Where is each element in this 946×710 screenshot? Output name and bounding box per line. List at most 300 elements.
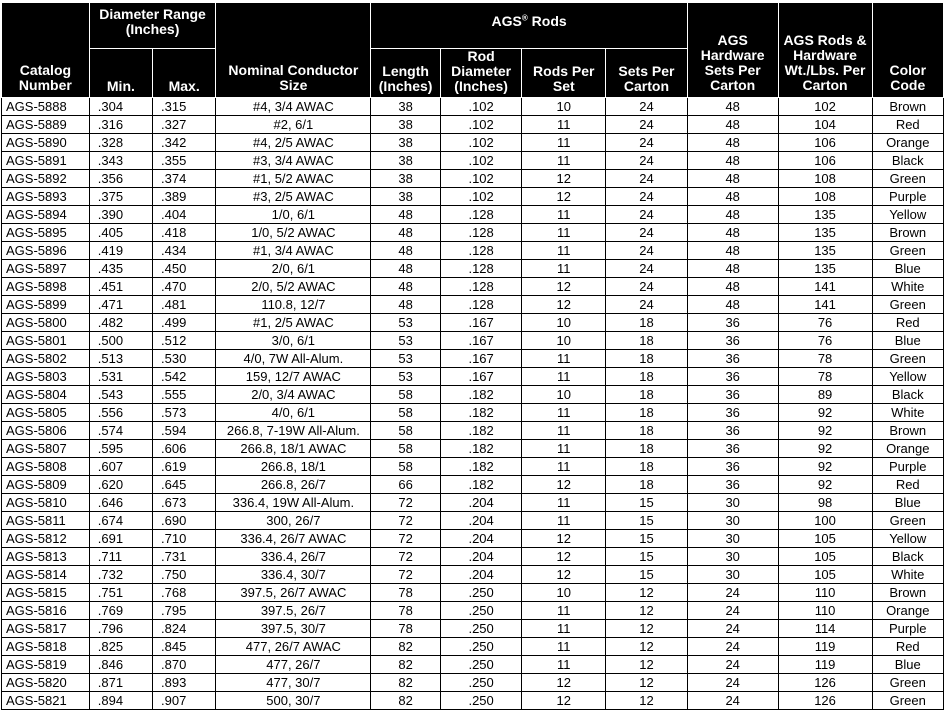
cell-max-diameter: .645 — [153, 476, 216, 494]
cell-min-diameter: .390 — [89, 206, 152, 224]
cell-max-diameter: .893 — [153, 674, 216, 692]
cell-hardware-sets-per-carton: 48 — [687, 260, 778, 278]
table-row — [2, 602, 944, 620]
cell-rod-diameter: .102 — [440, 134, 522, 152]
cell-sets-per-carton: 18 — [606, 350, 688, 368]
cell-min-diameter: .691 — [89, 530, 152, 548]
cell-sets-per-carton: 24 — [606, 152, 688, 170]
cell-hardware-sets-per-carton: 36 — [687, 458, 778, 476]
cell-color-code: White — [872, 566, 944, 584]
cell-catalog-number: AGS-5820 — [2, 674, 90, 692]
cell-color-code: Yellow — [872, 530, 944, 548]
cell-length: 58 — [371, 458, 440, 476]
cell-min-diameter: .316 — [89, 116, 152, 134]
cell-max-diameter: .542 — [153, 368, 216, 386]
cell-hardware-sets-per-carton: 48 — [687, 188, 778, 206]
cell-length: 72 — [371, 566, 440, 584]
cell-max-diameter: .499 — [153, 314, 216, 332]
cell-catalog-number: AGS-5892 — [2, 170, 90, 188]
header-ags-rods — [371, 3, 687, 49]
cell-weight-per-carton: 105 — [778, 566, 872, 584]
cell-rods-per-set: 11 — [522, 458, 606, 476]
cell-length: 53 — [371, 314, 440, 332]
cell-rods-per-set: 10 — [522, 386, 606, 404]
cell-catalog-number: AGS-5816 — [2, 602, 90, 620]
cell-weight-per-carton: 108 — [778, 188, 872, 206]
cell-max-diameter: .768 — [153, 584, 216, 602]
cell-rod-diameter: .182 — [440, 458, 522, 476]
cell-sets-per-carton: 18 — [606, 458, 688, 476]
cell-rod-diameter: .250 — [440, 602, 522, 620]
cell-weight-per-carton: 92 — [778, 476, 872, 494]
cell-rods-per-set: 11 — [522, 440, 606, 458]
cell-color-code: Purple — [872, 458, 944, 476]
cell-color-code: Brown — [872, 422, 944, 440]
cell-min-diameter: .405 — [89, 224, 152, 242]
cell-rod-diameter: .167 — [440, 314, 522, 332]
cell-rod-diameter: .102 — [440, 98, 522, 116]
cell-min-diameter: .451 — [89, 278, 152, 296]
cell-max-diameter: .355 — [153, 152, 216, 170]
cell-color-code: Purple — [872, 188, 944, 206]
cell-min-diameter: .674 — [89, 512, 152, 530]
cell-sets-per-carton: 24 — [606, 170, 688, 188]
cell-sets-per-carton: 12 — [606, 674, 688, 692]
cell-min-diameter: .343 — [89, 152, 152, 170]
cell-catalog-number: AGS-5804 — [2, 386, 90, 404]
cell-color-code: Red — [872, 476, 944, 494]
cell-max-diameter: .731 — [153, 548, 216, 566]
cell-length: 38 — [371, 152, 440, 170]
cell-sets-per-carton: 12 — [606, 620, 688, 638]
header-rod-diameter: Rod Diameter (Inches) — [440, 49, 522, 98]
cell-color-code: Blue — [872, 656, 944, 674]
cell-min-diameter: .500 — [89, 332, 152, 350]
cell-color-code: Green — [872, 692, 944, 710]
cell-min-diameter: .482 — [89, 314, 152, 332]
cell-catalog-number: AGS-5801 — [2, 332, 90, 350]
cell-rod-diameter: .250 — [440, 584, 522, 602]
cell-rods-per-set: 12 — [522, 530, 606, 548]
cell-sets-per-carton: 24 — [606, 98, 688, 116]
cell-length: 78 — [371, 602, 440, 620]
cell-color-code: Green — [872, 296, 944, 314]
cell-color-code: Black — [872, 548, 944, 566]
cell-sets-per-carton: 24 — [606, 224, 688, 242]
cell-length: 78 — [371, 620, 440, 638]
cell-hardware-sets-per-carton: 48 — [687, 206, 778, 224]
table-row — [2, 116, 944, 134]
cell-hardware-sets-per-carton: 24 — [687, 638, 778, 656]
cell-hardware-sets-per-carton: 48 — [687, 152, 778, 170]
cell-sets-per-carton: 15 — [606, 566, 688, 584]
table-row — [2, 548, 944, 566]
cell-rod-diameter: .182 — [440, 404, 522, 422]
registered-mark: ® — [521, 13, 528, 23]
cell-length: 38 — [371, 170, 440, 188]
cell-hardware-sets-per-carton: 30 — [687, 494, 778, 512]
cell-min-diameter: .846 — [89, 656, 152, 674]
cell-rod-diameter: .204 — [440, 548, 522, 566]
cell-sets-per-carton: 24 — [606, 134, 688, 152]
cell-rods-per-set: 12 — [522, 296, 606, 314]
cell-weight-per-carton: 126 — [778, 674, 872, 692]
header-sets-per-carton: Sets Per Carton — [606, 49, 688, 98]
cell-hardware-sets-per-carton: 30 — [687, 512, 778, 530]
cell-color-code: White — [872, 278, 944, 296]
cell-min-diameter: .435 — [89, 260, 152, 278]
cell-max-diameter: .374 — [153, 170, 216, 188]
cell-rods-per-set: 11 — [522, 656, 606, 674]
cell-sets-per-carton: 18 — [606, 386, 688, 404]
cell-rod-diameter: .128 — [440, 278, 522, 296]
cell-rod-diameter: .102 — [440, 170, 522, 188]
cell-length: 53 — [371, 368, 440, 386]
cell-nominal-conductor-size: 397.5, 30/7 — [216, 620, 371, 638]
cell-weight-per-carton: 126 — [778, 692, 872, 710]
cell-nominal-conductor-size: 266.8, 26/7 — [216, 476, 371, 494]
cell-max-diameter: .710 — [153, 530, 216, 548]
cell-min-diameter: .513 — [89, 350, 152, 368]
cell-min-diameter: .796 — [89, 620, 152, 638]
table-row — [2, 458, 944, 476]
cell-rods-per-set: 11 — [522, 368, 606, 386]
cell-color-code: Green — [872, 512, 944, 530]
cell-length: 48 — [371, 206, 440, 224]
cell-nominal-conductor-size: 477, 26/7 — [216, 656, 371, 674]
cell-nominal-conductor-size: #1, 3/4 AWAC — [216, 242, 371, 260]
cell-max-diameter: .404 — [153, 206, 216, 224]
cell-max-diameter: .673 — [153, 494, 216, 512]
cell-hardware-sets-per-carton: 24 — [687, 692, 778, 710]
table-row — [2, 692, 944, 710]
header-ags-rods-base: AGS — [491, 13, 522, 29]
cell-rods-per-set: 11 — [522, 260, 606, 278]
cell-length: 48 — [371, 242, 440, 260]
cell-weight-per-carton: 92 — [778, 440, 872, 458]
cell-min-diameter: .825 — [89, 638, 152, 656]
cell-hardware-sets-per-carton: 48 — [687, 224, 778, 242]
cell-sets-per-carton: 18 — [606, 440, 688, 458]
cell-hardware-sets-per-carton: 48 — [687, 278, 778, 296]
cell-weight-per-carton: 135 — [778, 260, 872, 278]
cell-nominal-conductor-size: 110.8, 12/7 — [216, 296, 371, 314]
cell-sets-per-carton: 12 — [606, 602, 688, 620]
cell-length: 48 — [371, 278, 440, 296]
cell-rod-diameter: .182 — [440, 422, 522, 440]
table-body — [2, 98, 944, 710]
cell-min-diameter: .328 — [89, 134, 152, 152]
cell-nominal-conductor-size: 4/0, 7W All-Alum. — [216, 350, 371, 368]
cell-sets-per-carton: 24 — [606, 188, 688, 206]
cell-color-code: White — [872, 404, 944, 422]
table-row — [2, 566, 944, 584]
cell-hardware-sets-per-carton: 36 — [687, 404, 778, 422]
cell-max-diameter: .418 — [153, 224, 216, 242]
cell-sets-per-carton: 18 — [606, 422, 688, 440]
cell-max-diameter: .606 — [153, 440, 216, 458]
cell-weight-per-carton: 110 — [778, 602, 872, 620]
cell-rod-diameter: .167 — [440, 350, 522, 368]
cell-max-diameter: .434 — [153, 242, 216, 260]
cell-length: 48 — [371, 296, 440, 314]
cell-rod-diameter: .250 — [440, 692, 522, 710]
cell-nominal-conductor-size: 336.4, 19W All-Alum. — [216, 494, 371, 512]
cell-rods-per-set: 11 — [522, 602, 606, 620]
table-row — [2, 314, 944, 332]
cell-sets-per-carton: 24 — [606, 260, 688, 278]
table-row — [2, 386, 944, 404]
cell-max-diameter: .573 — [153, 404, 216, 422]
cell-rods-per-set: 12 — [522, 278, 606, 296]
header-color-code: Color Code — [872, 3, 944, 98]
cell-catalog-number: AGS-5808 — [2, 458, 90, 476]
ags-rods-specification-table — [1, 2, 944, 710]
cell-rods-per-set: 11 — [522, 242, 606, 260]
cell-rods-per-set: 11 — [522, 620, 606, 638]
cell-catalog-number: AGS-5889 — [2, 116, 90, 134]
cell-length: 78 — [371, 584, 440, 602]
cell-nominal-conductor-size: #1, 5/2 AWAC — [216, 170, 371, 188]
cell-nominal-conductor-size: 266.8, 18/1 AWAC — [216, 440, 371, 458]
cell-max-diameter: .690 — [153, 512, 216, 530]
cell-nominal-conductor-size: 397.5, 26/7 AWAC — [216, 584, 371, 602]
cell-color-code: Purple — [872, 620, 944, 638]
header-rods-per-set: Rods Per Set — [522, 49, 606, 98]
cell-weight-per-carton: 119 — [778, 638, 872, 656]
cell-catalog-number: AGS-5803 — [2, 368, 90, 386]
table-row — [2, 242, 944, 260]
table-row — [2, 260, 944, 278]
cell-color-code: Brown — [872, 224, 944, 242]
cell-max-diameter: .619 — [153, 458, 216, 476]
cell-weight-per-carton: 108 — [778, 170, 872, 188]
cell-rods-per-set: 12 — [522, 170, 606, 188]
cell-rods-per-set: 12 — [522, 692, 606, 710]
cell-nominal-conductor-size: 3/0, 6/1 — [216, 332, 371, 350]
cell-nominal-conductor-size: #2, 6/1 — [216, 116, 371, 134]
cell-length: 38 — [371, 188, 440, 206]
table-row — [2, 350, 944, 368]
cell-weight-per-carton: 119 — [778, 656, 872, 674]
cell-catalog-number: AGS-5819 — [2, 656, 90, 674]
cell-catalog-number: AGS-5893 — [2, 188, 90, 206]
cell-weight-per-carton: 78 — [778, 368, 872, 386]
cell-weight-per-carton: 105 — [778, 530, 872, 548]
cell-rods-per-set: 11 — [522, 224, 606, 242]
cell-sets-per-carton: 12 — [606, 638, 688, 656]
cell-nominal-conductor-size: 2/0, 3/4 AWAC — [216, 386, 371, 404]
cell-min-diameter: .471 — [89, 296, 152, 314]
cell-weight-per-carton: 104 — [778, 116, 872, 134]
cell-weight-per-carton: 106 — [778, 152, 872, 170]
cell-weight-per-carton: 110 — [778, 584, 872, 602]
cell-nominal-conductor-size: 336.4, 26/7 AWAC — [216, 530, 371, 548]
cell-catalog-number: AGS-5890 — [2, 134, 90, 152]
cell-sets-per-carton: 24 — [606, 116, 688, 134]
cell-sets-per-carton: 24 — [606, 278, 688, 296]
cell-length: 82 — [371, 692, 440, 710]
cell-rods-per-set: 10 — [522, 332, 606, 350]
cell-color-code: Green — [872, 350, 944, 368]
cell-length: 72 — [371, 512, 440, 530]
cell-nominal-conductor-size: 2/0, 5/2 AWAC — [216, 278, 371, 296]
cell-hardware-sets-per-carton: 36 — [687, 332, 778, 350]
cell-min-diameter: .556 — [89, 404, 152, 422]
cell-rod-diameter: .204 — [440, 512, 522, 530]
cell-length: 58 — [371, 422, 440, 440]
cell-length: 38 — [371, 98, 440, 116]
cell-nominal-conductor-size: 477, 30/7 — [216, 674, 371, 692]
cell-hardware-sets-per-carton: 24 — [687, 620, 778, 638]
cell-max-diameter: .530 — [153, 350, 216, 368]
cell-color-code: Red — [872, 638, 944, 656]
cell-rod-diameter: .167 — [440, 368, 522, 386]
cell-nominal-conductor-size: 336.4, 30/7 — [216, 566, 371, 584]
cell-length: 82 — [371, 674, 440, 692]
cell-weight-per-carton: 135 — [778, 224, 872, 242]
cell-rod-diameter: .182 — [440, 476, 522, 494]
table-row — [2, 674, 944, 692]
cell-weight-per-carton: 89 — [778, 386, 872, 404]
table-row — [2, 224, 944, 242]
cell-rods-per-set: 11 — [522, 638, 606, 656]
cell-rod-diameter: .167 — [440, 332, 522, 350]
cell-rods-per-set: 11 — [522, 494, 606, 512]
cell-catalog-number: AGS-5800 — [2, 314, 90, 332]
cell-nominal-conductor-size: 266.8, 7-19W All-Alum. — [216, 422, 371, 440]
cell-rod-diameter: .204 — [440, 530, 522, 548]
cell-min-diameter: .304 — [89, 98, 152, 116]
cell-nominal-conductor-size: 1/0, 6/1 — [216, 206, 371, 224]
cell-catalog-number: AGS-5821 — [2, 692, 90, 710]
header-nominal-conductor-size: Nominal Conductor Size — [216, 3, 371, 98]
header-ags-rods-suffix: Rods — [527, 13, 567, 29]
cell-hardware-sets-per-carton: 48 — [687, 296, 778, 314]
cell-hardware-sets-per-carton: 36 — [687, 440, 778, 458]
cell-catalog-number: AGS-5814 — [2, 566, 90, 584]
table-row — [2, 188, 944, 206]
cell-min-diameter: .375 — [89, 188, 152, 206]
cell-hardware-sets-per-carton: 48 — [687, 116, 778, 134]
cell-catalog-number: AGS-5802 — [2, 350, 90, 368]
cell-color-code: Black — [872, 152, 944, 170]
cell-length: 58 — [371, 440, 440, 458]
cell-color-code: Green — [872, 170, 944, 188]
table-row — [2, 584, 944, 602]
cell-max-diameter: .450 — [153, 260, 216, 278]
cell-hardware-sets-per-carton: 30 — [687, 548, 778, 566]
cell-max-diameter: .555 — [153, 386, 216, 404]
cell-rods-per-set: 11 — [522, 206, 606, 224]
cell-color-code: Brown — [872, 584, 944, 602]
table-row — [2, 134, 944, 152]
cell-length: 66 — [371, 476, 440, 494]
cell-max-diameter: .870 — [153, 656, 216, 674]
cell-color-code: Blue — [872, 494, 944, 512]
cell-sets-per-carton: 18 — [606, 476, 688, 494]
cell-nominal-conductor-size: 336.4, 26/7 — [216, 548, 371, 566]
cell-rod-diameter: .128 — [440, 206, 522, 224]
cell-min-diameter: .607 — [89, 458, 152, 476]
header-min: Min. — [89, 49, 152, 98]
cell-weight-per-carton: 98 — [778, 494, 872, 512]
cell-weight-per-carton: 105 — [778, 548, 872, 566]
cell-catalog-number: AGS-5818 — [2, 638, 90, 656]
cell-max-diameter: .342 — [153, 134, 216, 152]
cell-sets-per-carton: 15 — [606, 530, 688, 548]
cell-length: 82 — [371, 638, 440, 656]
cell-sets-per-carton: 18 — [606, 368, 688, 386]
cell-color-code: Blue — [872, 332, 944, 350]
cell-sets-per-carton: 15 — [606, 512, 688, 530]
cell-sets-per-carton: 24 — [606, 206, 688, 224]
cell-hardware-sets-per-carton: 48 — [687, 98, 778, 116]
cell-length: 58 — [371, 404, 440, 422]
cell-min-diameter: .356 — [89, 170, 152, 188]
table-row — [2, 530, 944, 548]
cell-rod-diameter: .128 — [440, 224, 522, 242]
cell-color-code: Orange — [872, 440, 944, 458]
cell-rod-diameter: .102 — [440, 188, 522, 206]
cell-length: 58 — [371, 386, 440, 404]
cell-color-code: Red — [872, 314, 944, 332]
cell-min-diameter: .543 — [89, 386, 152, 404]
table-row — [2, 656, 944, 674]
cell-hardware-sets-per-carton: 36 — [687, 422, 778, 440]
cell-weight-per-carton: 141 — [778, 278, 872, 296]
cell-catalog-number: AGS-5812 — [2, 530, 90, 548]
cell-rod-diameter: .182 — [440, 440, 522, 458]
table-row — [2, 278, 944, 296]
cell-max-diameter: .512 — [153, 332, 216, 350]
cell-sets-per-carton: 12 — [606, 692, 688, 710]
cell-rods-per-set: 11 — [522, 134, 606, 152]
cell-length: 72 — [371, 548, 440, 566]
table-row — [2, 98, 944, 116]
cell-max-diameter: .481 — [153, 296, 216, 314]
cell-max-diameter: .327 — [153, 116, 216, 134]
cell-hardware-sets-per-carton: 48 — [687, 134, 778, 152]
cell-weight-per-carton: 76 — [778, 332, 872, 350]
cell-rod-diameter: .204 — [440, 494, 522, 512]
cell-nominal-conductor-size: 300, 26/7 — [216, 512, 371, 530]
cell-catalog-number: AGS-5897 — [2, 260, 90, 278]
cell-weight-per-carton: 78 — [778, 350, 872, 368]
cell-color-code: Blue — [872, 260, 944, 278]
cell-weight-per-carton: 135 — [778, 206, 872, 224]
cell-min-diameter: .595 — [89, 440, 152, 458]
table-row — [2, 440, 944, 458]
cell-hardware-sets-per-carton: 24 — [687, 584, 778, 602]
cell-rod-diameter: .250 — [440, 620, 522, 638]
cell-length: 38 — [371, 134, 440, 152]
cell-hardware-sets-per-carton: 24 — [687, 602, 778, 620]
cell-catalog-number: AGS-5810 — [2, 494, 90, 512]
cell-weight-per-carton: 92 — [778, 422, 872, 440]
cell-max-diameter: .389 — [153, 188, 216, 206]
cell-rod-diameter: .204 — [440, 566, 522, 584]
cell-rods-per-set: 11 — [522, 152, 606, 170]
cell-rods-per-set: 11 — [522, 116, 606, 134]
cell-rod-diameter: .128 — [440, 242, 522, 260]
cell-max-diameter: .470 — [153, 278, 216, 296]
table-row — [2, 620, 944, 638]
cell-rods-per-set: 12 — [522, 548, 606, 566]
table-row — [2, 332, 944, 350]
cell-weight-per-carton: 135 — [778, 242, 872, 260]
cell-nominal-conductor-size: 2/0, 6/1 — [216, 260, 371, 278]
